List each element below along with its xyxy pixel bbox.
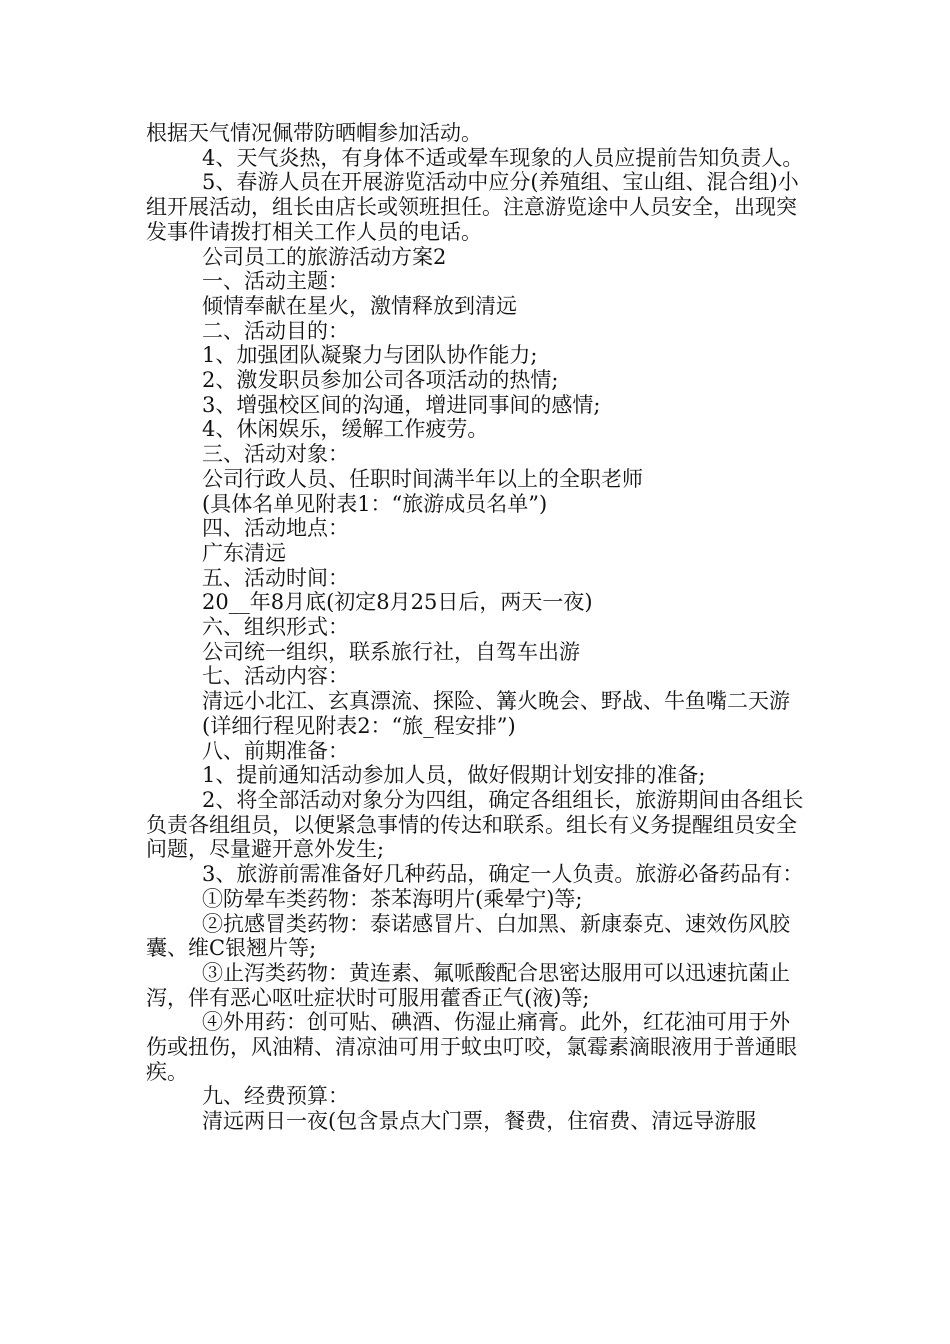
paragraph-17: 20__年8月底(初定8月25日后，两天一夜) bbox=[202, 590, 593, 615]
paragraph-15: 广东清远 bbox=[202, 540, 286, 565]
heading-activity-purpose: 二、活动目的： bbox=[202, 318, 349, 343]
document-body bbox=[146, 121, 810, 1134]
heading-organization: 六、组织形式： bbox=[202, 615, 349, 640]
paragraph-26: 3、旅游前需准备好几种药品，确定一人负责。旅游必备药品有： bbox=[202, 862, 804, 887]
heading-budget: 九、经费预算： bbox=[202, 1084, 349, 1109]
paragraph-30: ④外用药：创可贴、碘酒、伤湿止痛膏。此外，红花油可用于外伤或扭伤，风油精、清凉油可用于蚊虫叮咬，氯霉素滴眼液用于普通眼疾。 bbox=[146, 1010, 797, 1084]
paragraph-7: 1、加强团队凝聚力与团队协作能力; bbox=[202, 343, 538, 368]
paragraph-28: ②抗感冒类药物：泰诺感冒片、白加黑、新康泰克、速效伤风胶囊、维C银翘片等; bbox=[146, 911, 790, 961]
paragraph-13: (具体名单见附表1：“旅游成员名单”) bbox=[202, 491, 548, 516]
paragraph-2: 5、春游人员在开展游览活动中应分(养殖组、宝山组、混合组)小组开展活动，组长由店长或领班担任。注意游览途中人员安全，出现突发事件请拨打相关工作人员的电话。 bbox=[146, 170, 799, 244]
paragraph-5: 倾情奉献在星火，激情释放到清远 bbox=[202, 293, 517, 318]
heading-activity-time: 五、活动时间： bbox=[202, 565, 349, 590]
heading-activity-target: 三、活动对象： bbox=[202, 442, 349, 467]
paragraph-1: 4、天气炎热，有身体不适或晕车现象的人员应提前告知负责人。 bbox=[202, 145, 804, 170]
paragraph-8: 2、激发职员参加公司各项活动的热情; bbox=[202, 368, 559, 393]
paragraph-12: 公司行政人员、任职时间满半年以上的全职老师 bbox=[202, 466, 643, 491]
paragraph-19: 公司统一组织，联系旅行社，自驾车出游 bbox=[202, 639, 580, 664]
heading-activity-theme: 一、活动主题： bbox=[202, 269, 349, 294]
paragraph-21: 清远小北江、玄真漂流、探险、篝火晚会、野战、牛鱼嘴二天游 bbox=[202, 689, 790, 714]
paragraph-32: 清远两日一夜(包含景点大门票，餐费，住宿费、清远导游服 bbox=[202, 1109, 757, 1134]
section-title: 公司员工的旅游活动方案2 bbox=[202, 244, 447, 269]
paragraph-10: 4、休闲娱乐，缓解工作疲劳。 bbox=[202, 417, 489, 442]
paragraph-25: 2、将全部活动对象分为四组，确定各组组长，旅游期间由各组长负责各组组员，以便紧急事情的传达和联系。组长有义务提醒组员安全问题，尽量避开意外发生; bbox=[146, 787, 804, 862]
heading-activity-content: 七、活动内容： bbox=[202, 664, 349, 689]
paragraph-24: 1、提前通知活动参加人员，做好假期计划安排的准备; bbox=[202, 763, 706, 788]
paragraph-0: 根据天气情况佩带防晒帽参加活动。 bbox=[146, 121, 482, 145]
paragraph-22: (详细行程见附表2：“旅_程安排”) bbox=[202, 713, 516, 738]
heading-activity-location: 四、活动地点： bbox=[202, 516, 349, 541]
paragraph-9: 3、增强校区间的沟通，增进同事间的感情; bbox=[202, 392, 601, 417]
heading-preparation: 八、前期准备： bbox=[202, 738, 349, 763]
paragraph-29: ③止泻类药物：黄连素、氟哌酸配合思密达服用可以迅速抗菌止泻，伴有恶心呕吐症状时可服用藿香正气(液)等; bbox=[146, 960, 790, 1010]
paragraph-27: ①防晕车类药物：茶苯海明片(乘晕宁)等; bbox=[202, 886, 583, 911]
